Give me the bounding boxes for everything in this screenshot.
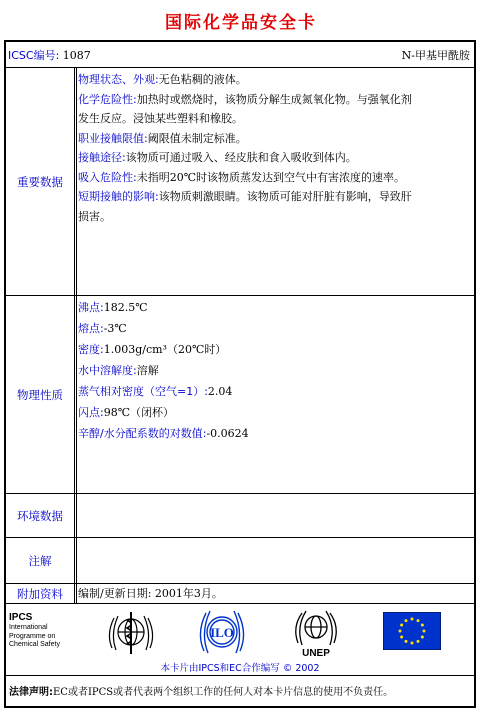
item-value: 溶解 [136,364,159,377]
ilo-logo-text: ILO [210,625,234,640]
item-key: 接触途径: [78,151,126,164]
item-key: 物理状态、外观: [78,73,159,86]
icsc-number: 1087 [62,49,91,62]
divider [76,494,77,537]
item-value: -3℃ [103,322,127,335]
item-key: 水中溶解度: [78,364,137,377]
property-item [78,402,472,423]
item-key: 蒸气相对密度（空气=1）: [78,385,208,398]
item-value: 182.5℃ [103,301,148,314]
eu-star-icon [399,630,402,633]
unep-logo-text: UNEP [302,648,330,659]
property-item [78,318,472,339]
ipcs-abbr: IPCS [9,612,33,623]
eu-star-icon [405,640,408,643]
important-data-label: 重要数据 [17,174,63,189]
property-item [78,339,472,360]
physical-properties-row [6,296,474,494]
divider [74,68,75,295]
item-value: 98℃（闭杯） [103,406,175,419]
eu-star-icon [417,619,420,622]
card-frame [4,40,476,708]
item-key: 短期接触的影响: [78,190,159,203]
important-item [78,109,472,129]
physical-properties-label: 物理性质 [17,387,63,402]
important-data-content [78,70,472,297]
item-value: 2.04 [207,385,233,398]
ipcs-line: Programme on [9,632,56,640]
important-item [78,187,472,207]
environment-data-label: 环境数据 [17,508,63,523]
item-key: 闪点: [78,406,104,419]
footer-credit: 本卡片由IPCS和EC合作编写 © 2002 [160,663,320,674]
unep-logo-icon [290,607,342,659]
divider [74,494,75,537]
eu-flag-icon [383,612,441,650]
additional-info-row [6,584,474,604]
item-value: 阈限值未制定标准。 [147,131,247,145]
divider [74,296,75,493]
environment-data-row [6,494,474,538]
item-key: 吸入危险性: [78,170,137,184]
important-item [78,70,472,90]
additional-info-content: 编制/更新日期: 2001年3月。 [78,587,223,600]
item-key: 职业接触限值: [78,131,148,145]
eu-star-icon [411,618,414,621]
environment-data-content [78,494,472,537]
legal-label: 法律声明: [9,687,53,698]
divider [74,584,75,603]
property-item [78,423,472,444]
eu-star-icon [421,636,424,639]
important-item [78,90,472,110]
eu-star-icon [405,619,408,622]
ipcs-line: Chemical Safety [9,641,60,648]
notes-row [6,538,474,584]
property-item [78,297,472,318]
item-value: 加热时或燃烧时，该物质分解生成氮氧化物。与强氧化剂 [136,92,412,106]
who-logo-icon [102,608,160,656]
header-row [6,42,474,68]
item-value: 未指明20℃时该物质蒸发达到空气中有害浓度的速率。 [136,170,406,184]
notes-label: 注解 [28,553,52,568]
divider [76,68,77,295]
icsc-label: ICSC编号: [8,49,60,62]
legal-text: EC或者IPCS或者代表两个组织工作的任何人对本卡片信息的使用不负责任。 [53,687,394,698]
card-title: 国际化学品安全卡 [165,13,317,33]
eu-star-icon [400,636,403,639]
ilo-logo-icon [196,607,248,657]
divider [76,296,77,493]
important-item [78,168,472,188]
eu-star-icon [400,624,403,627]
item-value: 无色粘稠的液体。 [158,73,247,86]
item-key: 密度: [78,343,104,356]
divider [74,538,75,583]
ipcs-logo-text [9,612,60,650]
item-value: 损害。 [78,209,111,223]
important-item [78,207,472,227]
legal-statement [9,683,393,698]
divider [76,584,77,603]
property-item [78,360,472,381]
logo-row [6,604,474,676]
item-value: 发生反应。浸蚀某些塑料和橡胶。 [78,112,243,125]
notes-content [78,538,472,583]
divider [76,538,77,583]
item-key: 化学危险性: [78,92,137,106]
item-value: 该物质可通过吸入、经皮肤和食入吸收到体内。 [125,151,357,164]
item-value: -0.0624 [206,427,249,440]
physical-properties-content [78,297,472,494]
eu-star-icon [417,640,420,643]
property-item [78,381,472,402]
item-key: 熔点: [78,322,104,335]
ipcs-line: International [9,624,48,631]
eu-star-icon [411,642,414,645]
eu-star-icon [421,624,424,627]
item-key: 沸点: [78,301,104,314]
item-value: 1.003g/cm³（20℃时） [103,343,227,356]
chemical-name: N-甲基甲酰胺 [401,49,470,62]
eu-star-icon [423,630,426,633]
item-key: 辛醇/水分配系数的对数值: [78,427,207,440]
important-item [78,129,472,149]
item-value: 该物质刺激眼睛。该物质可能对肝脏有影响，导致肝 [158,190,412,203]
important-item [78,148,472,168]
additional-info-label: 附加资料 [17,586,63,601]
icsc-field [8,47,91,63]
important-data-row [6,68,474,296]
